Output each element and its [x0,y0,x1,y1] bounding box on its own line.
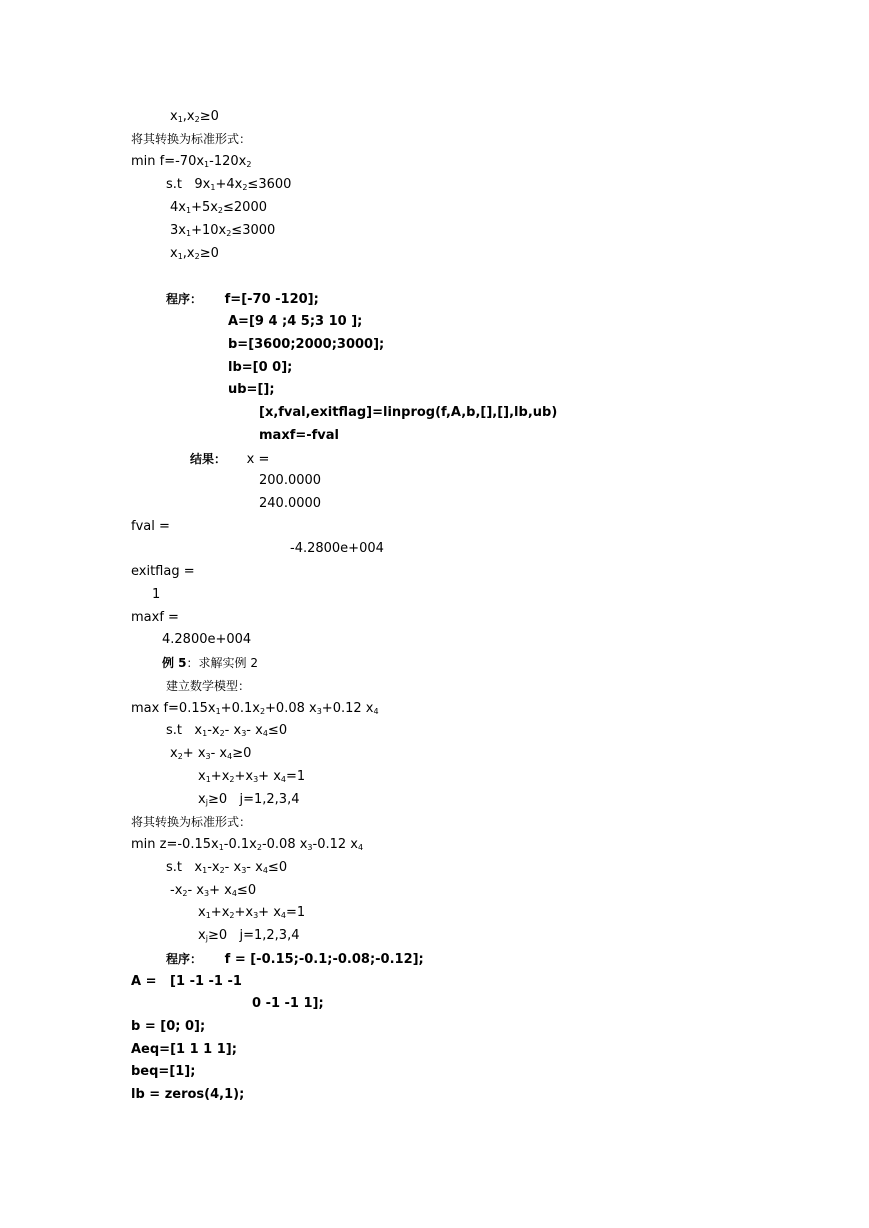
text-line [131,518,170,536]
text-segment: s.t x [166,860,203,875]
text-segment: +x [210,905,230,920]
text-line [166,290,319,309]
text-segment: exitflag = [131,564,195,579]
subscript: 2 [229,911,235,920]
text-segment: s.t x [166,723,203,738]
text-segment: ,x [182,246,195,261]
text-segment: +0.12 x [321,701,374,716]
text-segment: - x [246,860,263,875]
subscript: 1 [185,229,192,238]
text-line [166,859,287,877]
text-segment: b = [0; 0]; [131,1019,206,1034]
text-line [198,927,299,945]
text-line [162,654,258,673]
text-line [131,700,379,718]
text-line [170,108,219,126]
text-segment: max f=0.15x [131,701,216,716]
text-line [166,722,287,740]
subscript: 2 [242,183,248,192]
text-line [259,427,339,445]
text-segment: x [170,746,178,761]
subscript: 1 [205,775,211,784]
text-line [131,1041,237,1059]
text-segment: ≤0 [267,860,288,875]
subscript: 2 [256,843,262,852]
text-segment: -4.2800e+004 [290,541,384,556]
text-line [170,245,219,263]
text-segment: - x [187,883,205,898]
subscript: 1 [218,843,224,852]
subscript: 1 [210,183,216,192]
text-line [198,768,305,786]
subscript: 3 [241,729,247,738]
subscript: 3 [253,911,259,920]
text-segment: x [198,792,206,807]
text-segment: ,x [182,109,195,124]
text-segment: 200.0000 [259,473,322,488]
text-line [131,609,179,627]
text-segment: ub=[]; [228,382,275,397]
text-line [131,1086,244,1104]
text-line [131,973,242,991]
subscript: 2 [219,729,225,738]
text-segment: 4.2800e+004 [162,632,252,647]
subscript: 1 [202,866,208,875]
text-segment: =1 [285,905,306,920]
text-segment: A = [1 -1 -1 -1 [131,974,242,989]
text-segment: beq=[1]; [131,1064,196,1079]
subscript: 3 [205,752,211,761]
subscript: 2 [226,229,232,238]
text-segment: fval = [131,519,170,534]
text-segment: +4x [215,177,243,192]
text-segment: - x [246,723,263,738]
text-segment: lb=[0 0]; [228,360,293,375]
text-segment: 建立数学模型： [166,679,251,693]
text-line [170,882,256,900]
text-line [228,359,292,377]
text-segment: 1 [152,587,161,602]
text-line [131,153,251,171]
subscript: 3 [253,775,259,784]
subscript: 2 [246,160,252,169]
text-segment: 例 5 [162,656,187,670]
subscript: 1 [177,115,183,124]
text-segment: b=[3600;2000;3000]; [228,337,385,352]
subscript: 2 [194,252,200,261]
text-line [131,1063,195,1081]
text-segment: f = [-0.15;-0.1;-0.08;-0.12]; [202,952,424,967]
text-line [131,813,251,832]
subscript: 2 [229,775,235,784]
text-line [228,313,362,331]
text-line [170,199,267,217]
text-segment: - x [224,723,242,738]
text-segment: x [170,109,178,124]
text-segment: x [198,769,206,784]
text-line [166,677,250,696]
text-line [190,450,269,469]
text-segment: + x [258,905,281,920]
text-segment: maxf = [131,610,179,625]
text-segment: ≤2000 [223,200,267,215]
text-segment: ≤3600 [247,177,292,192]
text-line [228,381,275,399]
text-segment: + x [182,746,206,761]
text-segment: =1 [285,769,306,784]
subscript: 4 [262,866,268,875]
subscript: 2 [259,707,266,716]
text-line [198,904,305,922]
text-segment: 4x [170,200,186,215]
subscript: 1 [215,707,221,716]
text-segment: +x [210,769,230,784]
text-segment: + x [209,883,232,898]
text-segment: x [198,905,206,920]
subscript: 4 [357,843,364,852]
text-line [152,586,160,604]
text-segment: x [198,928,206,943]
text-line [166,176,291,194]
text-segment: ≥0 [232,746,252,761]
subscript: 1 [185,206,192,215]
text-segment: maxf=-fval [259,428,340,443]
text-segment: 程序： [166,952,203,966]
text-segment: lb = zeros(4,1); [131,1087,245,1102]
subscript: 2 [219,866,225,875]
text-segment: f=[-70 -120]; [202,292,319,307]
text-line [259,404,557,422]
text-line [131,130,251,149]
text-line [259,495,321,513]
text-line [131,1018,205,1036]
subscript: 4 [373,707,379,716]
text-segment: +10x [191,223,227,238]
subscript: 3 [307,843,313,852]
text-segment: x = [226,452,270,467]
subscript: 4 [231,889,237,898]
subscript: 3 [204,889,210,898]
subscript: 1 [204,160,210,169]
subscript: 3 [316,707,322,716]
subscript: 1 [202,729,208,738]
text-segment: - x [210,746,228,761]
text-segment: 将其转换为标准形式： [131,132,252,146]
subscript: 2 [182,889,188,898]
text-segment: 3x [170,223,186,238]
text-line [198,791,299,809]
text-line [166,950,424,969]
text-segment: 240.0000 [259,496,322,511]
subscript: 4 [280,911,286,920]
text-segment: +x [234,769,254,784]
text-line [170,745,251,763]
text-segment: [x,fval,exitflag]=linprog(f,A,b,[],[],lb,ub) [259,405,558,420]
text-segment: -x [170,883,183,898]
text-segment: 程序： [166,292,203,306]
text-segment: 结果： [190,452,227,466]
text-segment: -120x [209,154,247,169]
text-segment: + x [258,769,281,784]
text-segment: - x [224,860,242,875]
text-segment: s.t 9x [166,177,211,192]
text-segment: -0.1x [223,837,257,852]
subscript: 2 [217,206,224,215]
text-segment: ≤0 [267,723,288,738]
text-segment: +0.08 x [265,701,317,716]
text-line [290,540,384,558]
text-segment: ：求解实例 2 [186,656,258,670]
text-segment: ≥0 [199,109,219,124]
subscript: 2 [177,752,183,761]
text-line [162,631,251,649]
text-line [131,563,195,581]
subscript: j [205,798,208,807]
text-line [259,472,321,490]
subscript: 3 [241,866,247,875]
text-segment: ≥0 [199,246,219,261]
text-segment: 0 -1 -1 1]; [252,996,324,1011]
text-segment: +5x [191,200,218,215]
text-segment: ≥0 j=1,2,3,4 [207,928,300,943]
text-line [252,995,324,1013]
subscript: 4 [280,775,286,784]
subscript: j [205,934,208,943]
text-segment: -x [207,723,220,738]
text-segment: ≥0 j=1,2,3,4 [207,792,300,807]
text-segment: -0.12 x [312,837,358,852]
text-segment: min f=-70x [131,154,205,169]
text-segment: A=[9 4 ;4 5;3 10 ]; [228,314,363,329]
text-line [131,836,363,854]
text-segment: x [170,246,178,261]
text-segment: -0.08 x [261,837,308,852]
text-segment: ≤3000 [231,223,276,238]
text-line [170,222,275,240]
text-segment: Aeq=[1 1 1 1]; [131,1042,237,1057]
subscript: 2 [194,115,200,124]
subscript: 1 [177,252,183,261]
text-segment: -x [207,860,220,875]
text-segment: ≤0 [236,883,257,898]
subscript: 4 [227,752,233,761]
text-segment: min z=-0.15x [131,837,219,852]
text-segment: +0.1x [220,701,260,716]
subscript: 1 [205,911,211,920]
text-segment: +x [234,905,254,920]
subscript: 4 [262,729,268,738]
text-line [228,336,384,354]
text-segment: 将其转换为标准形式： [131,815,252,829]
